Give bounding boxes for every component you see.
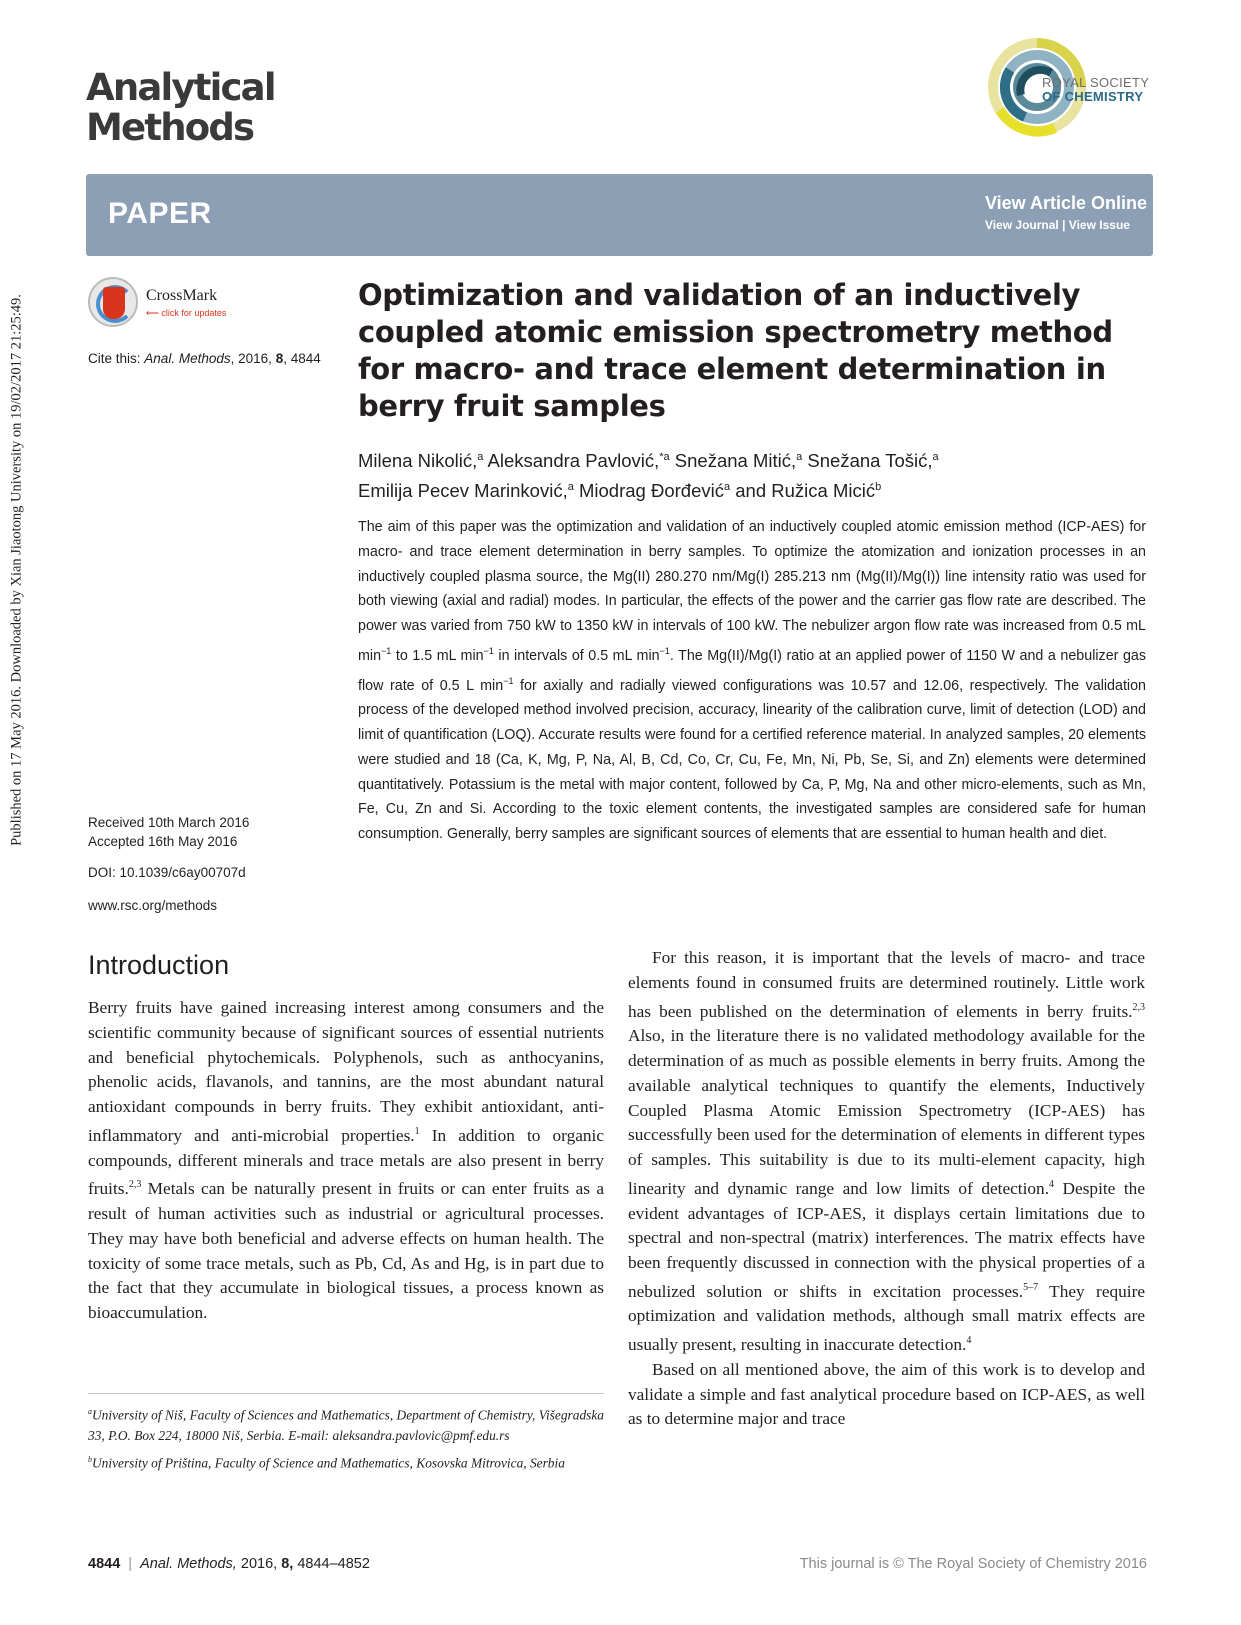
author[interactable]: Snežana Tošić,: [807, 450, 933, 472]
rsc-line2: OF CHEMISTRY: [1042, 89, 1144, 104]
affiliation-b: $^b$University of Priština, Faculty of Science and Mathematics, Kosovska Mitrovica, Serbia: [88, 1455, 565, 1471]
author-list: Milena Nikolić,$^a$ Aleksandra Pavlović,$^{*a}$ Snežana Mitić,$^a$ Snežana Tošić,$^a$ Emilija Pecev Marinković,$^a$ Miodrag Đorđević$^a$ and Ružica Micić$^b$: [358, 450, 939, 502]
author[interactable]: Milena Nikolić,: [358, 450, 478, 472]
affiliation-footnotes: [88, 1402, 604, 1478]
received-date: Received 10th March 2016: [88, 815, 250, 830]
journal-name[interactable]: [86, 68, 346, 148]
author[interactable]: Emilija Pecev Marinković,: [358, 480, 568, 502]
rsc-line1: ROYAL SOCIETY: [1042, 75, 1150, 90]
cite-line: Cite this: Anal. Methods, 2016, 8, 4844: [88, 351, 321, 366]
citation-ref[interactable]: 4: [966, 1335, 972, 1347]
section-heading-introduction: Introduction: [88, 950, 230, 980]
view-sub-links: [985, 218, 1147, 232]
citation-ref[interactable]: 2,3: [1132, 1001, 1145, 1013]
crossmark-title: CrossMark: [146, 287, 218, 304]
journal-website-link[interactable]: www.rsc.org/methods: [88, 898, 218, 913]
footer-pages: 4844–4852: [297, 1556, 370, 1572]
accepted-date: Accepted 16th May 2016: [88, 834, 238, 849]
abstract: The aim of this paper was the optimization and validation of an inductively coupled atomic emission method (ICP-AES) for macro- and trace element determination in berry samples. To optimize the atomization and ionization processes in an inductively coupled plasma source, the Mg(II) 280.270 nm/Mg(I) 285.213 nm (Mg(II)/Mg(I)) line intensity ratio was used for both viewing (axial and radial) modes. In particular, the effects of the power and the carrier gas flow rate are described. The power was varied from 750 kW to 1350 kW in intervals of 100 kW. The nebulizer argon flow rate was increased from 0.5 mL $\min^{-1}$ to 1.5 mL $\min^{-1}$ in intervals of 0.5 mL $\min^{-1}$. The Mg(II)/Mg(I) ratio at an applied power of 1150 W and a nebulizer gas flow rate of 0.5 L $\min^{-1}$ for axially and radially viewed configurations was 10.57 and 12.06, respectively. The validation process of the developed method involved precision, accuracy, linearity of the calibration curve, limit of detection (LOD) and limit of quantification (LOQ). Accurate results were found for a certified reference material. In analyzed samples, 20 elements were studied and 18 (Ca, K, Mg, P, Na, Al, B, Cd, Co, Cr, Cu, Fe, Mn, Ni, Pb, Se, Si, and Zn) elements were determined quantitatively. Potassium is the metal with major content, followed by Ca, P, Mg, Na and other micro-elements, such as Mn, Fe, Cu, Zn and Si. According to the toxic element contents, the investigated samples are considered safe for human consumption. Generally, berry samples are significant sources of elements that are essential to human health and diet.: [358, 519, 1146, 843]
view-issue-link[interactable]: View Issue: [1068, 218, 1130, 232]
crossmark-subtitle: ⟵ click for updates: [146, 308, 227, 318]
citation-ref[interactable]: 4: [1049, 1178, 1055, 1190]
journal-name-line2: Methods: [86, 106, 254, 149]
citation-ref[interactable]: 1: [414, 1125, 420, 1137]
journal-name-line1: Analytical: [86, 66, 275, 109]
author[interactable]: Miodrag Đorđević: [579, 480, 724, 502]
article-title: Optimization and validation of an inductively coupled atomic emission spectrometry method for macro- and trace element determination in berry fruit samples: [358, 278, 1113, 423]
citation-ref[interactable]: 5–7: [1023, 1281, 1039, 1293]
doi[interactable]: DOI: 10.1039/c6ay00707d: [88, 865, 246, 880]
article-type-label: PAPER: [108, 197, 212, 230]
link-separator: |: [1062, 218, 1066, 232]
cite-volume: 8: [275, 351, 284, 366]
publication-stamp: [2, 170, 32, 970]
affiliation-a: $^a$University of Niš, Faculty of Sciences and Mathematics, Department of Chemistry, Višegradska 33, P.O. Box 224, 18000 Niš, Serbia. E-mail: aleksandra.pavlovic@pmf.edu.rs: [88, 1407, 604, 1443]
body-column-right: [628, 946, 1145, 1432]
received-accepted-dates: [88, 813, 249, 851]
page-footer: 4844 | Anal. Methods, 2016, 8, 4844–4852: [88, 1556, 370, 1572]
paragraph: Based on all mentioned above, the aim of this work is to develop and validate a simple and fast analytical procedure based on ICP-AES, as well as to determine major and trace: [628, 1359, 1145, 1429]
footer-volume: 8,: [281, 1556, 294, 1572]
crossmark-badge[interactable]: [88, 277, 288, 329]
cite-journal: Anal. Methods: [144, 351, 231, 366]
body-column-left: [88, 996, 604, 1326]
crossmark-icon: [88, 277, 138, 327]
cite-page: 4844: [290, 351, 321, 366]
author[interactable]: and Ružica Micić: [735, 480, 876, 502]
footnote-divider: [88, 1393, 604, 1394]
publication-stamp-text: Published on 17 May 2016. Downloaded by Xian Jiaotong University on 19/02/2017 21:25:49.: [8, 294, 25, 846]
page-number: 4844: [88, 1556, 121, 1572]
author[interactable]: Snežana Mitić,: [674, 450, 797, 472]
rsc-logo-text: [1042, 76, 1149, 104]
footer-year: 2016,: [240, 1556, 278, 1572]
footer-journal: Anal. Methods,: [140, 1556, 237, 1572]
cite-year: 2016,: [238, 351, 272, 366]
copyright-notice: This journal is © The Royal Society of Chemistry 2016: [799, 1556, 1147, 1572]
author[interactable]: Aleksandra Pavlović,: [487, 450, 660, 472]
citation-ref[interactable]: 2,3: [128, 1179, 142, 1191]
view-journal-link[interactable]: View Journal: [984, 218, 1059, 232]
paragraph: Berry fruits have gained increasing interest among consumers and the scientific community because of significant sources of essential nutrients and beneficial phytochemicals. Polyphenols, such as anthocyanins, phenolic acids, flavanols, and tannins, are the most abundant natural antioxidant compounds in berry fruits. They exhibit antioxidant, anti-inflammatory and anti-microbial properties.$^1$ In addition to organic compounds, different minerals and trace metals are also present in berry fruits.$^{2,3}$ Metals can be naturally present in fruits or can enter fruits as a result of human activities such as industrial or agricultural processes. They may have both beneficial and adverse effects on human health. The toxicity of some trace metals, such as Pb, Cd, As and Hg, is in part due to the fact that they accumulate in biological tissues, a process known as bioaccumulation.: [88, 998, 604, 1323]
view-links: [985, 193, 1147, 232]
cite-label: Cite this:: [88, 351, 141, 366]
view-article-online-link[interactable]: View Article Online: [984, 193, 1147, 213]
paragraph: For this reason, it is important that the levels of macro- and trace elements found in consumed fruits are determined routinely. Little work has been published on the determination of elements in berry fruits.$^{2,3}$ Also, in the literature there is no validated methodology available for the determination of as much as possible elements in berry fruits. Among the available analytical techniques to quantify the elements, Inductively Coupled Plasma Atomic Emission Spectrometry (ICP-AES) has successfully been used for the determination of elements in different types of samples. This suitability is due to its multi-element capacity, high linearity and dynamic range and low limits of detection.$^4$ Despite the evident advantages of ICP-AES, it displays certain limitations due to spectral and non-spectral (matrix) interferences. The matrix effects have been frequently discussed in connection with the physical properties of a nebulized solution or shifts in excitation processes.$^{5-7}$ They require optimization and validation methods, although small matrix effects are usually present, resulting in inaccurate detection.$^4$: [628, 948, 1145, 1355]
